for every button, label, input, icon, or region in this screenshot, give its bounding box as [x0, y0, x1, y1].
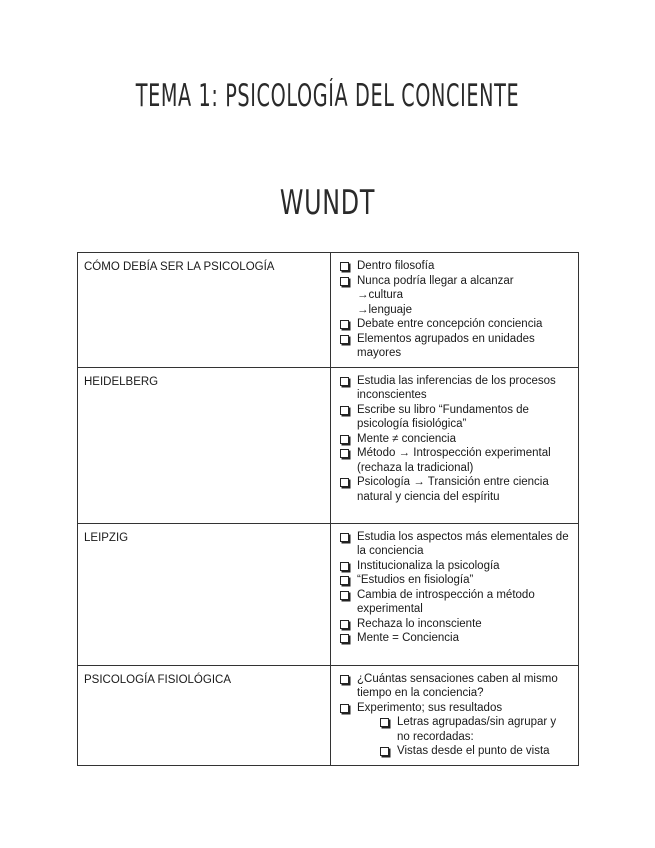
- checkbox-bullet-icon: [340, 562, 349, 571]
- topic-cell: PSICOLOGÍA FISIOLÓGICA: [78, 665, 331, 765]
- section-title: WUNDT: [279, 183, 376, 223]
- checkbox-bullet-icon: [340, 634, 349, 643]
- checkbox-bullet-icon: [340, 533, 349, 542]
- list-item: Mente = Conciencia: [357, 631, 572, 646]
- checkbox-bullet-icon: [340, 320, 349, 329]
- list-item: Método → Introspección experimental (rechaza la tradicional): [357, 446, 572, 475]
- checkbox-bullet-icon: [340, 435, 349, 444]
- checkbox-bullet-icon: [340, 377, 349, 386]
- table-row: [78, 523, 579, 665]
- checkbox-bullet-icon: [340, 335, 349, 344]
- bullet-list: [357, 530, 572, 646]
- checkbox-bullet-icon: [340, 675, 349, 684]
- checkbox-bullet-icon: [340, 406, 349, 415]
- points-cell: [331, 367, 579, 523]
- checkbox-bullet-icon: [340, 449, 349, 458]
- list-item: Letras agrupadas/sin agrupar y no recordadas:: [397, 715, 572, 744]
- bullet-list: [357, 672, 572, 759]
- checkbox-bullet-icon: [380, 718, 389, 727]
- list-item: Nunca podría llegar a alcanzar →cultura →lenguaje: [357, 274, 572, 318]
- list-item: Elementos agrupados en unidades mayores: [357, 332, 572, 361]
- table-row: [78, 253, 579, 368]
- list-item: ¿Cuántas sensaciones caben al mismo tiempo en la conciencia?: [357, 672, 572, 701]
- checkbox-bullet-icon: [340, 576, 349, 585]
- checkbox-bullet-icon: [340, 704, 349, 713]
- topic-cell: CÓMO DEBÍA SER LA PSICOLOGÍA: [78, 253, 331, 368]
- page-title: TEMA 1: PSICOLOGÍA DEL CONCIENTE: [135, 78, 520, 114]
- checkbox-bullet-icon: [340, 262, 349, 271]
- points-cell: [331, 253, 579, 368]
- list-item: Estudia las inferencias de los procesos inconscientes: [357, 374, 572, 403]
- list-item: Institucionaliza la psicología: [357, 559, 572, 574]
- topic-cell: LEIPZIG: [78, 523, 331, 665]
- list-item: Cambia de introspección a método experimental: [357, 588, 572, 617]
- list-item: Estudia los aspectos más elementales de la conciencia: [357, 530, 572, 559]
- table-row: [78, 367, 579, 523]
- list-item: “Estudios en fisiología”: [357, 573, 572, 588]
- table-row: [78, 665, 579, 765]
- checkbox-bullet-icon: [340, 620, 349, 629]
- topic-cell: HEIDELBERG: [78, 367, 331, 523]
- points-cell: [331, 665, 579, 765]
- bullet-list: [357, 374, 572, 505]
- list-item: Mente ≠ conciencia: [357, 432, 572, 447]
- list-item: Escribe su libro “Fundamentos de psicología fisiológica”: [357, 403, 572, 432]
- checkbox-bullet-icon: [380, 747, 389, 756]
- list-item: Vistas desde el punto de vista: [397, 744, 572, 759]
- bullet-list: [357, 259, 572, 361]
- sub-bullet-list: [357, 715, 572, 759]
- checkbox-bullet-icon: [340, 277, 349, 286]
- notes-table: [77, 252, 579, 766]
- checkbox-bullet-icon: [340, 478, 349, 487]
- sub-line: →cultura: [357, 289, 404, 301]
- checkbox-bullet-icon: [340, 591, 349, 600]
- list-item: Psicología → Transición entre ciencia natural y ciencia del espíritu: [357, 475, 572, 504]
- list-item: Debate entre concepción conciencia: [357, 317, 572, 332]
- list-item: Rechaza lo inconsciente: [357, 617, 572, 632]
- points-cell: [331, 523, 579, 665]
- sub-line: →lenguaje: [357, 303, 412, 316]
- list-item: Experimento; sus resultados Letras agrupadas/sin agrupar y no recordadas: Vistas desde el punto de vista: [357, 701, 572, 759]
- list-item: Dentro filosofía: [357, 259, 572, 274]
